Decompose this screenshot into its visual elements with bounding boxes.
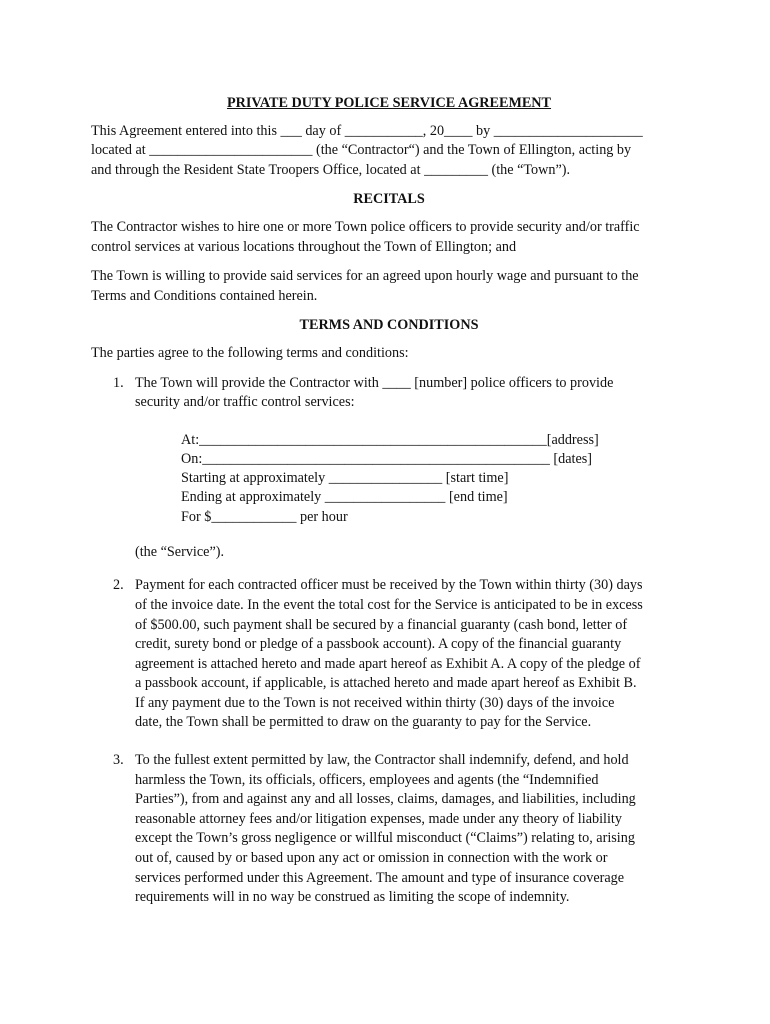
- term-line: a passbook account, if applicable, is attached hereto and made apart hereof as Exhibit B.: [135, 675, 637, 692]
- service-schedule: [181, 431, 687, 527]
- term-line: of $500.00, such payment shall be secured by a financial guaranty (cash bond, letter of: [135, 616, 628, 633]
- intro-line: located at _______________________ (the “Contractor“) and the Town of Ellington, acting by: [91, 142, 632, 159]
- terms-list: [91, 374, 687, 908]
- term-line: The Town will provide the Contractor with ____ [number] police officers to provide: [135, 374, 614, 391]
- schedule-end-line: Ending at approximately _________________ [end time]: [181, 489, 508, 506]
- recital-line: The Contractor wishes to hire one or more Town police officers to provide security and/or traffic: [91, 218, 640, 235]
- intro-line: This Agreement entered into this ___ day of ___________, 20____ by _____________________: [91, 122, 643, 139]
- recitals-heading: RECITALS: [353, 191, 425, 208]
- term-line: out of, caused by or based upon any act or omission in connection with the work or: [135, 850, 608, 867]
- term-line: reasonable attorney fees and/or litigation expenses, made under any theory of liability: [135, 810, 622, 827]
- recital-line: control services at various locations throughout the Town of Ellington; and: [91, 238, 517, 255]
- schedule-address-line: At:_________________________________________________[address]: [181, 431, 599, 448]
- schedule-dates-line: On:_________________________________________________ [dates]: [181, 450, 593, 467]
- term-line: requirements will in no way be construed as limiting the scope of indemnity.: [135, 889, 570, 906]
- term-line: security and/or traffic control services:: [135, 394, 355, 411]
- recital-line: Terms and Conditions contained herein.: [91, 287, 318, 304]
- term-line: harmless the Town, its officials, officers, employees and agents (the “Indemnified: [135, 771, 599, 788]
- term-line: services performed under this Agreement. The amount and type of insurance coverage: [135, 869, 625, 886]
- term-line: Parties”), from and against any and all losses, claims, damages, and liabilities, including: [135, 791, 636, 808]
- term-line: of the invoice date. In the event the total cost for the Service is anticipated to be in excess: [135, 596, 643, 613]
- intro-line: and through the Resident State Troopers Office, located at _________ (the “Town”).: [91, 161, 571, 178]
- term-line: except the Town’s gross negligence or willful misconduct (“Claims”) relating to, arising: [135, 830, 635, 847]
- schedule-rate-line: For $____________ per hour: [181, 508, 348, 525]
- term-item-2: [91, 576, 687, 733]
- document-title: PRIVATE DUTY POLICE SERVICE AGREEMENT: [226, 95, 552, 111]
- term-item-1: [91, 374, 687, 563]
- terms-intro: The parties agree to the following terms and conditions:: [91, 344, 409, 361]
- term-line: date, the Town shall be permitted to draw on the guaranty to pay for the Service.: [135, 714, 592, 731]
- recital-line: The Town is willing to provide said services for an agreed upon hourly wage and pursuant to the: [91, 268, 639, 285]
- recital-paragraph-1: [91, 218, 687, 257]
- term-line: If any payment due to the Town is not received within thirty (30) days of the invoice: [135, 694, 615, 711]
- term-line: agreement is attached hereto and made apart hereof as Exhibit A. A copy of the pledge of: [135, 655, 641, 672]
- term-line: To the fullest extent permitted by law, the Contractor shall indemnify, defend, and hold: [135, 752, 629, 769]
- recital-paragraph-2: [91, 267, 687, 306]
- terms-heading: TERMS AND CONDITIONS: [299, 317, 479, 334]
- term-line: Payment for each contracted officer must be received by the Town within thirty (30) days: [135, 577, 643, 594]
- term-number: 1.: [113, 374, 124, 391]
- service-definition: (the “Service”).: [135, 543, 225, 560]
- term-line: credit, surety bond or pledge of a passbook account). A copy of the financial guaranty: [135, 636, 622, 653]
- term-item-3: [91, 751, 687, 908]
- term-number: 3.: [113, 752, 124, 769]
- schedule-start-line: Starting at approximately ________________ [start time]: [181, 470, 509, 487]
- document-page: [91, 94, 687, 918]
- term-number: 2.: [113, 577, 124, 594]
- intro-paragraph: [91, 122, 687, 181]
